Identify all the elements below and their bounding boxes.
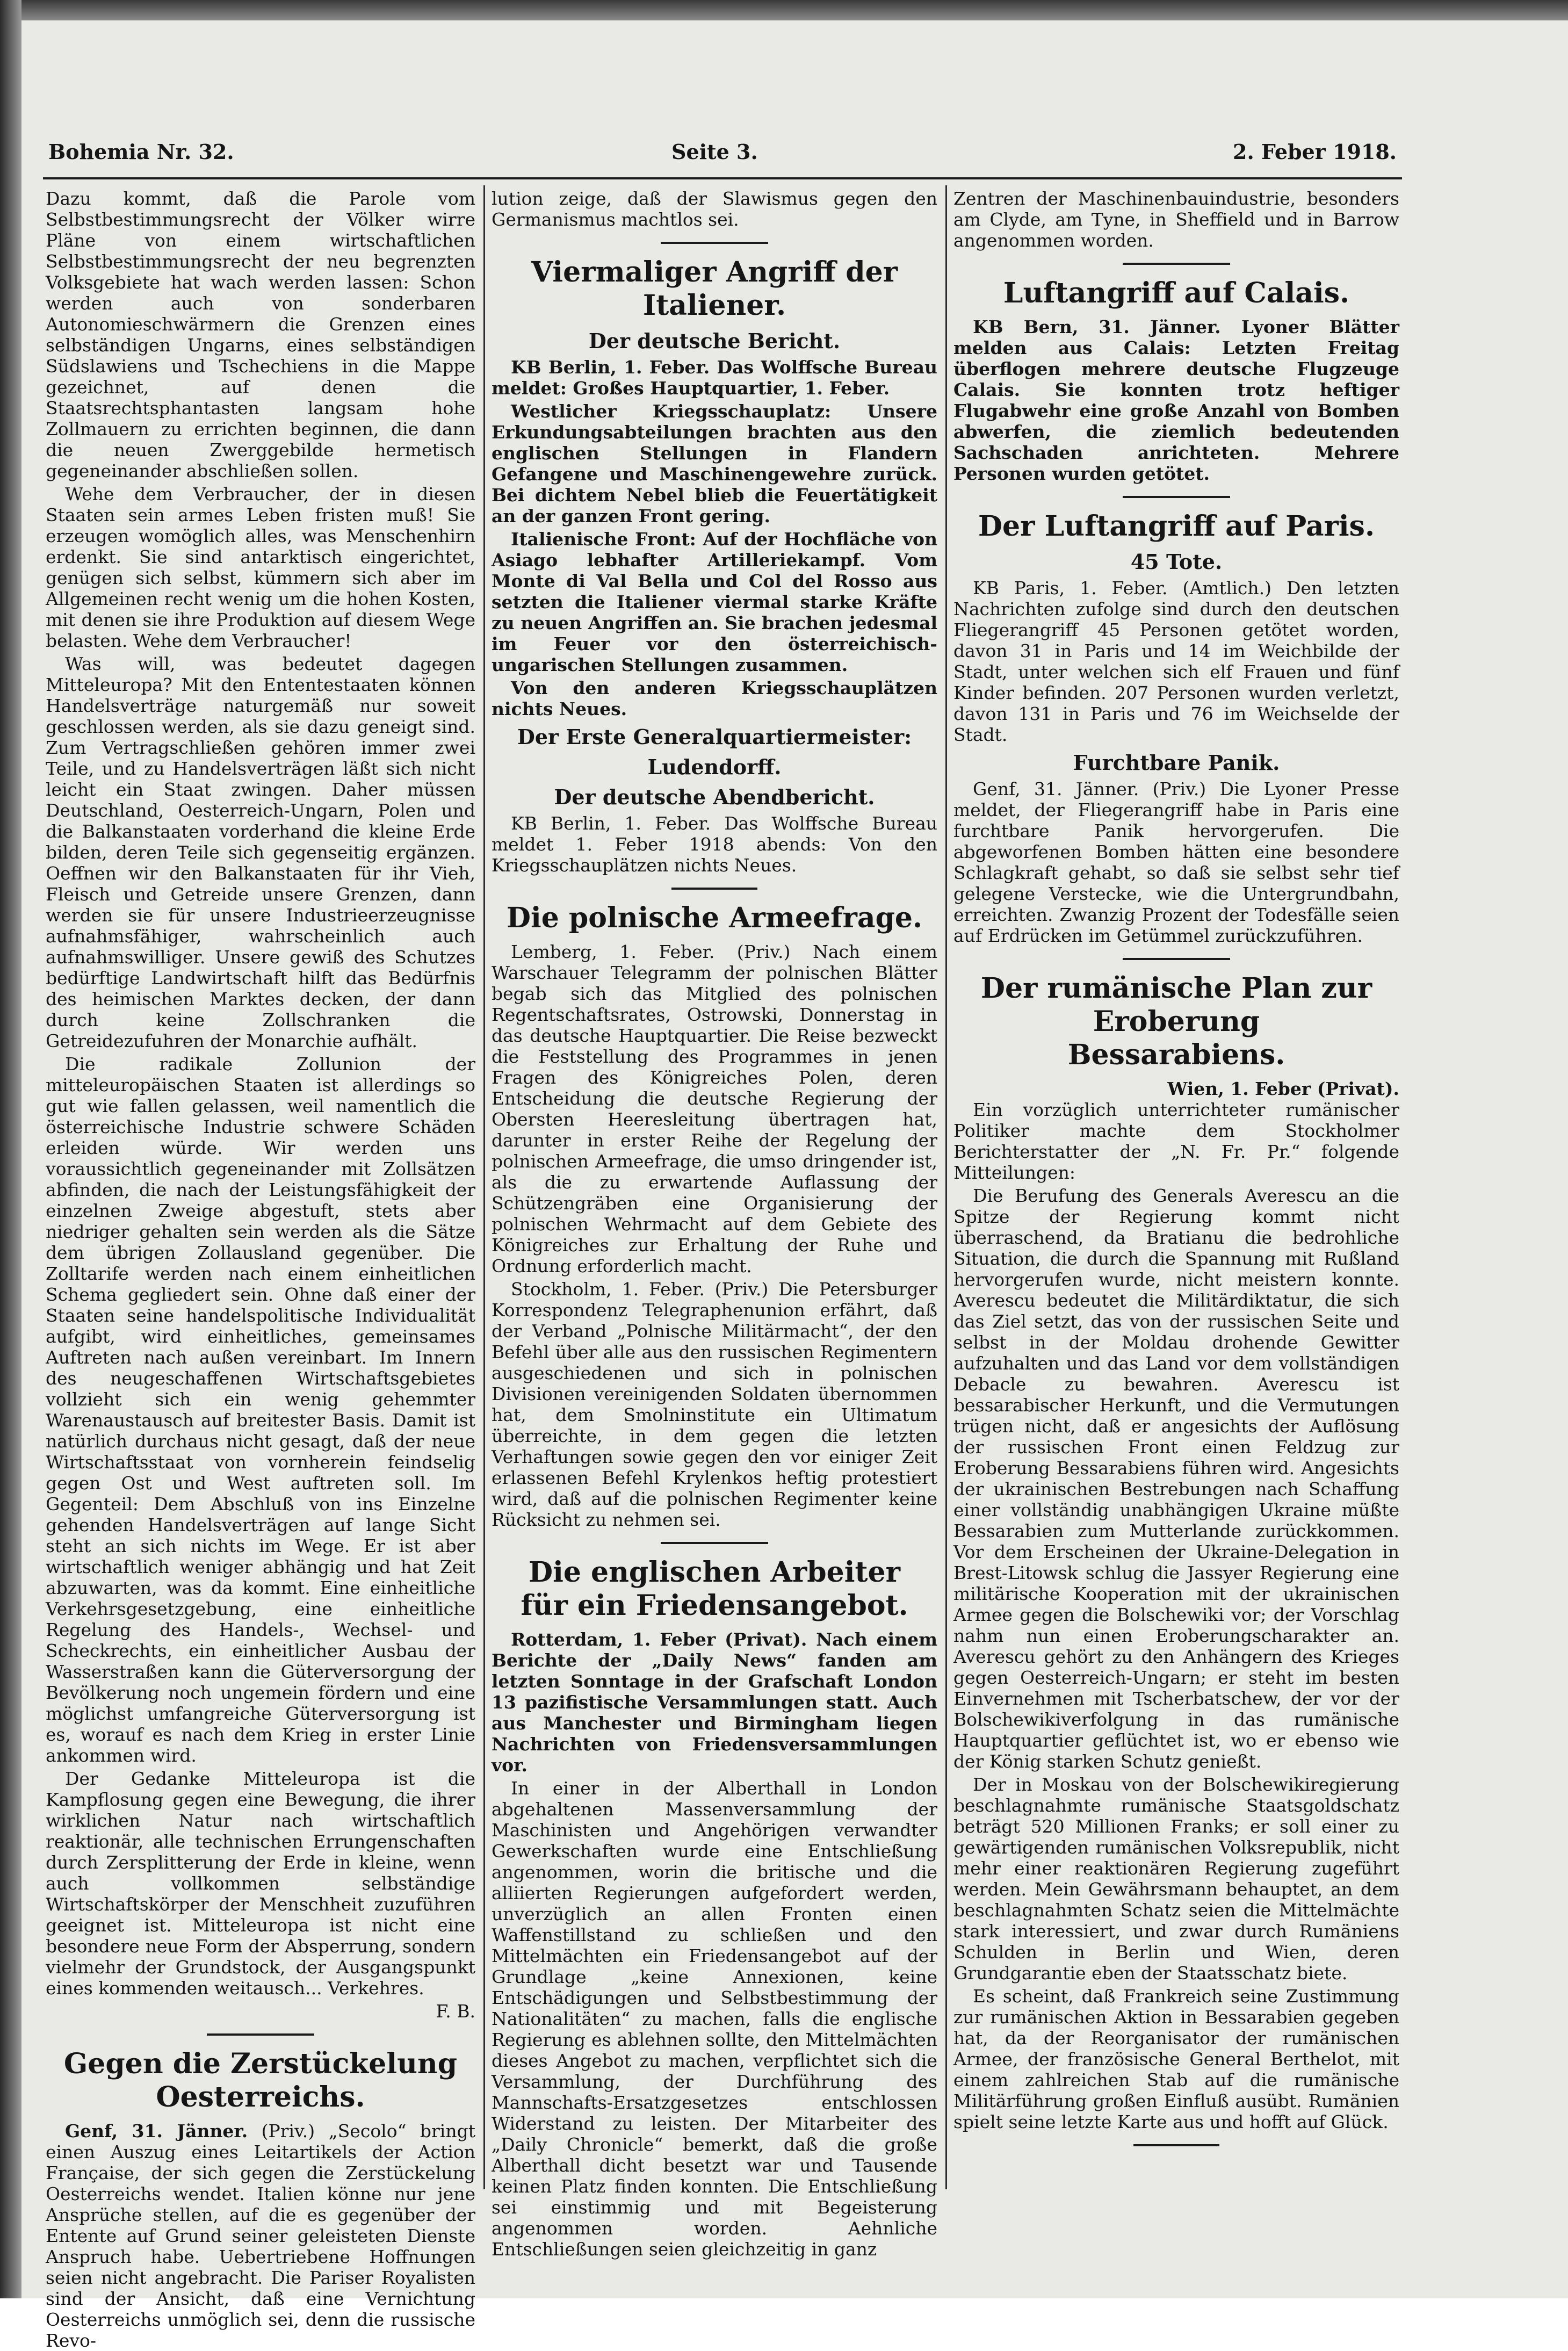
subheadline: Der deutsche Abendbericht. [554,785,875,809]
dateline: Genf, 31. Jänner. [65,2121,248,2141]
dateline: Wien, 1. Feber (Privat). [1167,1078,1399,1099]
paragraph: Die radikale Zollunion der mitteleuropäischen Staaten ist allerdings so gut wie fallen gelassen, weil namentlich die österreichische Industrie schwere Schäden erleiden würde. Wir werden uns voraussichtlich gegeneinander mit Zollsätzen abfinden, die nach der Leistungsfähigkeit der einzelnen Zweige abgestuft, stets aber niedriger gehalten sein werden als die Sätze dem übrigen Zollausland gegenüber. Die Zolltarife werden nach einem einheitlichen Schema gegliedert sein. Ohne daß einer der Staaten seine handelspolitische Individualität aufgibt, wird einheitliches, gemeinsames Auftreten nach außen vereinbart. Im Innern des neugeschaffenen Wirtschaftsgebietes vollzieht sich ein wenig gehemmter Warenaustausch auf breitester Basis. Damit ist natürlich durchaus nicht gesagt, daß der neue Wirtschaftsstaat von vornherein feindselig gegen Ost und West auftreten soll. Im Gegenteil: Dem Abschluß von ins Einzelne gehenden Handelsverträgen auf lange Sicht steht an sich nichts im Wege. Er ist aber wirtschaftlich weniger abhängig und hat Zeit abzuwarten, was da kommt. Eine einheitliche Verkehrsgesetzgebung, eine einheitliche Regelung des Handels-, Wechsel- und Scheckrechts, ein einheitlicher Ausbau der Wasserstraßen kann die Güterversorgung der Bevölkerung noch ungemein fördern und eine möglichst umfangreiche Güterversorgung ist es, worauf es nach dem Krieg in erster Linie ankommen wird. [46,1054,475,1766]
scan-edge-top [0,0,1568,20]
column-3 [953,188,1399,2187]
headline-line-2: für ein Friedensangebot. [521,1589,908,1622]
separator-rule [661,242,768,244]
headline: Luftangriff auf Calais. [1003,277,1350,309]
paragraph: Es scheint, daß Frankreich seine Zustimmung zur rumänischen Aktion in Bessarabien gegeben hat, da der Reorganisator der rumänischen Armee, der französische General Berthelot, mit einem zahlreichen Stab auf die rumänische Militärführung großen Einfluß ausübt. Rumänien spielt seine letzte Karte aus und hofft auf Glück. [953,1986,1399,2132]
separator-rule [207,2033,314,2036]
signoff-name: Ludendorff. [647,755,782,779]
headline: Der rumänische Plan zur Eroberung [980,972,1372,1038]
paragraph: Genf, 31. Jänner. (Priv.) Die Lyoner Presse meldet, der Fliegerangriff habe in Paris eine furchtbare Panik hervorgerufen. Die abgeworfenen Bomben hätten eine besondere Schlagkraft gehabt, so daß sie selbst sehr tief gelegene Verstecke, wie die Untergrundbahn, erreichten. Zwanzig Prozent der Todesfälle seien auf Erdrücken im Getümmel zurückzuführen. [953,778,1399,946]
signature: F. B. [436,2001,475,2022]
paragraph: Italienische Front: Auf der Hochfläche von Asiago lebhafter Artilleriekampf. Vom Monte di Val Bella und Col del Rosso aus setzten die Italiener viermal starke Kräfte zu neuen Angriffen an. Sie brachen jedesmal im Feuer vor den österreichisch-ungarischen Stellungen zusammen. [492,529,937,675]
scan-edge-left [0,0,21,2298]
paragraph: Was will, was bedeutet dagegen Mitteleuropa? Mit den Ententestaaten können Handelsverträge naturgemäß nur soweit geschlossen werden, als sie dazu geneigt sind. Zum Vertragschließen gehören immer zwei Teile, und zu Handelsverträgen läßt sich nicht leicht ein Staat zwingen. Daher müssen Deutschland, Oesterreich-Ungarn, Polen und die Balkanstaaten vorderhand die kleine Erde bilden, deren Teile sich gegenseitig ergänzen. Oeffnen wir den Balkanstaaten für ihr Vieh, Fleisch und Getreide unsere Grenzen, dann werden sie für unsere Industrieerzeugnisse aufnahmsfähiger, wahrscheinlich auch aufnahmswilliger. Unsere gewiß des Schutzes bedürftige Landwirtschaft hilft das Bedürfnis des heimischen Marktes decken, der dann durch keine Zollschranken die Getreidezufuhren der Monarchie aufhält. [46,653,475,1051]
header-issue: Bohemia Nr. 32. [48,140,234,164]
paragraph: Dazu kommt, daß die Parole vom Selbstbestimmungsrecht der Völker wirre Pläne von einem wirtschaftlichen Selbstbestimmungsrecht der neu begrenzten Volksgebiete hat wach werden lassen: Schon werden auch von sonderbaren Autonomieschwärmern die Grenzen eines selbständigen Ungarns, eines selbständigen Südslawiens und Tschechiens in die Mappe gezeichnet, auf denen die Staatsrechtsphantasten langsam hohe Zollmauern zu errichten beginnen, die dann die neuen Zwerggebilde hermetisch gegeneinander abschließen sollen. [46,188,475,481]
paragraph: Der in Moskau von der Bolschewikiregierung beschlagnahmte rumänische Staatsgoldschatz beträgt 520 Millionen Franks; er soll einer zu gewärtigenden rumänischen Volksrepublik, nicht mehr einer reaktionären Regierung zugeführt werden. Mein Gewährsmann behauptet, an dem beschlagnahmten Schatz seien die Mittelmächte stark interessiert, und zwar durch Rumäniens Schulden in Berlin und Wien, deren Grundgarantie eben der Staatsschatz biete. [953,1774,1399,1984]
paragraph: Der Gedanke Mitteleuropa ist die Kampflosung gegen eine Bewegung, die ihrer wirklichen Natur nach wirtschaftlich reaktionär, alle technischen Errungenschaften durch Zersplitterung der Erde in kleine, wenn auch vollkommen selbständige Wirtschaftskörper der Menschheit zuzuführen geeignet ist. Mitteleuropa ist nicht eine besondere neue Form der Absperrung, sondern vielmehr der Grundstock, der Ausgangspunkt eines kommenden weitausch... Verkehres. [46,1768,475,1999]
paragraph: Die Berufung des Generals Averescu an die Spitze der Regierung kommt nicht überraschend, da Bratianu die bedrohliche Situation, die durch die Spannung mit Rußland hervorgerufen wurde, nicht meistern konnte. Averescu bedeutet die Militärdiktatur, die sich das Ziel setzt, das von der russischen Seite und selbst in der Moldau drohende Gewitter aufzuhalten und das Land vor dem vollständigen Debacle zu bewahren. Averescu ist bessarabischer Herkunft, und die Vermutungen trügen nicht, daß er angesichts der Auflösung der russischen Front einen Feldzug zur Eroberung Bessarabiens führen wird. Angesichts der ukrainischen Bestrebungen nach Schaffung einer vollständig unabhängigen Ukraine müßte Bessarabien zum Mutterlande zurückkommen. Vor dem Erscheinen der Ukraine-Delegation in Brest-Litowsk schlug die Jassyer Regierung eine militärische Kooperation mit der ukrainischen Armee gegen die Bolschewiki vor; der Vorschlag nahm nun einen Eroberungscharakter an. Averescu gehört zu den Anhängern des Krieges gegen Oesterreich-Ungarn; er steht im besten Einvernehmen mit Tscherbatschew, der vor der Bolschewikiverfolgung in das rumänische Hauptquartier geflüchtet ist, wo er ebenso wie der König starken Schutz genießt. [953,1185,1399,1772]
paragraph: KB Bern, 31. Jänner. Lyoner Blätter melden aus Calais: Letzten Freitag überflogen mehrere deutsche Flugzeuge Calais. Sie konnten trotz heftiger Flugabwehr eine große Anzahl von Bomben abwerfen, die ziemlich bedeutenden Sachschaden anrichteten. Mehrere Personen wurden getötet. [953,316,1399,484]
paragraph: Stockholm, 1. Feber. (Priv.) Die Petersburger Korrespondenz Telegraphenunion erfährt, daß der Verband „Polnische Militärmacht“, der den Befehl über alle aus den russischen Regimentern ausgeschiedenen und sich in polnischen Divisionen vereinigenden Soldaten übernommen hat, dem Smolninstitute ein Ultimatum überreichte, in dem gegen die letzten Verhaftungen sowie gegen den vor einiger Zeit erlassenen Befehl Krylenkos heftig protestiert wird, daß auf die polnischen Regimenter keine Rücksicht zu nehmen sei. [492,1279,937,1530]
paragraph: KB Paris, 1. Feber. (Amtlich.) Den letzten Nachrichten zufolge sind durch den deutschen Fliegerangriff 45 Personen getötet worden, davon 31 in Paris und 14 im Weichbilde der Stadt, unter welchen sich elf Frauen und fünf Kinder befinden. 207 Personen wurden verletzt, davon 131 in Paris und 76 im Weichselde der Stadt. [953,578,1399,745]
paragraph: Von den anderen Kriegsschauplätzen nichts Neues. [492,677,937,719]
paragraph: Lemberg, 1. Feber. (Priv.) Nach einem Warschauer Telegramm der polnischen Blätter begab sich das Mitglied des polnischen Regentschaftsrates, Ostrowski, Donnerstag in das deutsche Hauptquartier. Die Reise bezweckt die Feststellung des Programmes in jenen Fragen des Königreiches Polen, deren Entscheidung die deutsche Regierung der Obersten Heeresleitung übertragen hat, darunter in erster Reihe der Regelung der polnischen Armeefrage, die umso dringender ist, als die zu erwartende Auflassung der Schützengräben eine Organisierung der polnischen Wehrmacht auf dem Gebiete des Königreiches zur Erhaltung der Ruhe und Ordnung erforderlich macht. [492,941,937,1277]
paragraph: lution zeige, daß der Slawismus gegen den Germanismus machtlos sei. [492,188,937,230]
subheadline: 45 Tote. [1130,550,1223,574]
paragraph: Zentren der Maschinenbauindustrie, besonders am Clyde, am Tyne, in Sheffield und in Barrow angenommen worden. [953,188,1399,251]
headline: Die englischen Arbeiter [529,1556,900,1589]
header-rule [43,177,1402,179]
headline-line-2: Bessarabiens. [1067,1039,1285,1071]
paragraph: Westlicher Kriegsschauplatz: Unsere Erkundungsabteilungen brachten aus den englischen Stellungen in Flandern Gefangene und Maschinengewehre zurück. Bei dichtem Nebel blieb die Feuertätigkeit an der ganzen Front gering. [492,401,937,527]
paragraph: Wehe dem Verbraucher, der in diesen Staaten sein armes Leben fristen muß! Sie erzeugen womöglich alles, was Menschenhirn erdenkt. Sie sind antarktisch eingerichtet, genügen sich selbst, kümmern sich aber im Allgemeinen recht wenig um die hohen Kosten, mit denen sie ihre Produktion auf diesem Wege belasten. Wehe dem Verbraucher! [46,484,475,651]
column-1 [46,188,475,2351]
page-header [43,140,1397,177]
signoff: Der Erste Generalquartiermeister: [517,725,912,749]
separator-rule [1133,2144,1219,2146]
subheadline: Furchtbare Panik. [1073,751,1280,775]
column-divider [483,185,485,2189]
paragraph: Rotterdam, 1. Feber (Privat). Nach einem Berichte der „Daily News“ fanden am letzten Sonntage in der Grafschaft London 13 pazifistische Versammlungen statt. Auch aus Manchester und Birmingham liegen Nachrichten von Friedensversammlungen vor. [492,1629,937,1776]
column-divider [945,185,947,2189]
paragraph: (Priv.) „Secolo“ bringt einen Auszug eines Leitartikels der Action Française, der sich gegen die Zerstückelung Oesterreichs wendet. Italien könne nur jene Ansprüche stellen, auf die es gegenüber der Entente auf Grund seiner geleisteten Dienste Anspruch habe. Uebertriebene Hoffnungen seien nicht angebracht. Die Pariser Royalisten sind der Ansicht, daß eine Vernichtung Oesterreichs unmöglich sei, denn die russische Revo- [46,2121,475,2351]
separator-rule [671,888,757,890]
paragraph: Ein vorzüglich unterrichteter rumänischer Politiker machte dem Stockholmer Berichterstatter der „N. Fr. Pr.“ folgende Mitteilungen: [953,1099,1399,1183]
column-2 [492,188,937,2260]
paragraph: KB Berlin, 1. Feber. Das Wolffsche Bureau meldet 1. Feber 1918 abends: Von den Kriegsschauplätzen nichts Neues. [492,813,937,876]
headline: Viermaliger Angriff der Italiener. [531,256,898,322]
separator-rule [1123,958,1230,960]
separator-rule [1123,263,1230,265]
subheadline: Der deutsche Bericht. [588,329,841,353]
separator-rule [661,1542,768,1544]
headline: Die polnische Armeefrage. [506,902,923,934]
headline: Der Luftangriff auf Paris. [978,510,1375,543]
paragraph: KB Berlin, 1. Feber. Das Wolffsche Bureau meldet: Großes Hauptquartier, 1. Feber. [492,357,937,399]
separator-rule [1123,496,1230,498]
header-page-number: Seite 3. [671,140,758,164]
header-date: 2. Feber 1918. [1233,140,1397,164]
headline: Gegen die Zerstückelung Oesterreichs. [63,2047,458,2114]
paragraph: In einer in der Alberthall in London abgehaltenen Massenversammlung der Maschinisten und Angehörigen verwandter Gewerkschaften wurde eine Entschließung angenommen, worin die britische und die alliierten Regierungen aufgefordert werden, unverzüglich an allen Fronten einen Waffenstillstand zu schließen und den Mittelmächten ein Friedensangebot auf der Grundlage „keine Annexionen, keine Entschädigungen und Selbstbestimmung der Nationalitäten“ zu machen, falls die englische Regierung es ablehnen sollte, den Mittelmächten dieses Angebot zu machen, verpflichtet sich die Versammlung, der Durchführung des Mannschafts-Ersatzgesetzes entschlossen Widerstand zu leisten. Der Mitarbeiter des „Daily Chronicle“ bemerkt, daß die große Alberthall dicht besetzt war und Tausende keinen Platz finden konnten. Die Entschließung sei einstimmig und mit Begeisterung angenommen worden. Aehnliche Entschließungen seien gleichzeitig in ganz [492,1778,937,2260]
